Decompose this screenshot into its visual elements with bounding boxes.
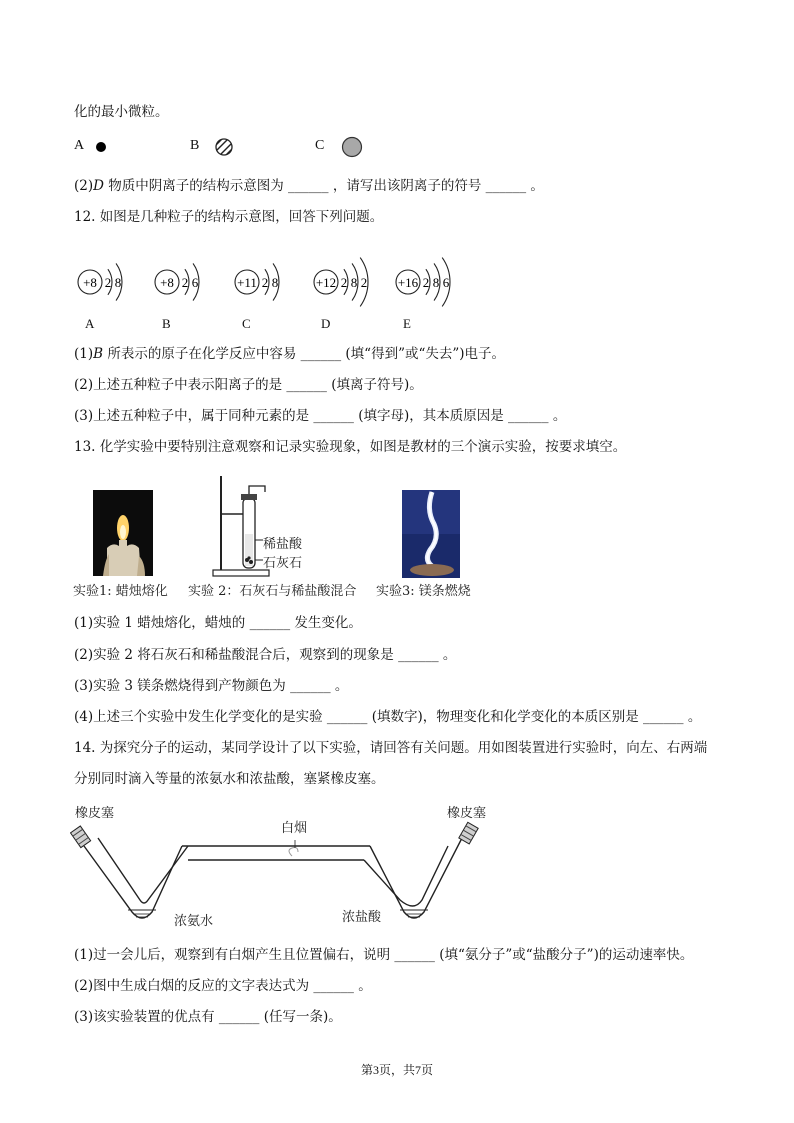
hatched-circle-icon <box>214 137 234 157</box>
nucleus-charge: +8 <box>83 275 97 290</box>
label-dilute-acid: 稀盐酸 <box>263 537 303 552</box>
page-footer: 第3页，共7页 <box>360 1063 433 1077</box>
q14-part3: (3)该实验装置的优点有 ______ (任写一条)。 <box>74 1009 342 1025</box>
label-stopper-right: 橡皮塞 <box>447 806 487 821</box>
atom-label-a: A <box>85 316 95 331</box>
q12-part3: (3)上述五种粒子中，属于同种元素的是 ______ (填字母)，其本质原因是 ______ 。 <box>74 408 567 424</box>
label-conc-ammonia: 浓氨水 <box>174 914 214 929</box>
atom-label-d: D <box>321 316 331 331</box>
magnesium-burning-image <box>402 490 460 578</box>
caption-experiment-1: 实验1: 蜡烛熔化 <box>73 584 168 599</box>
nucleus-charge: +12 <box>315 275 337 290</box>
shell-electron-count: 6 <box>442 275 450 290</box>
shell-electron-count: 2 <box>422 275 430 290</box>
shell-electron-count: 2 <box>181 275 189 290</box>
atom-diagram-d <box>314 258 368 307</box>
atom-structure-diagrams <box>70 232 490 332</box>
q14-stem-line2: 分别同时滴入等量的浓氨水和浓盐酸，塞紧橡皮塞。 <box>74 771 385 787</box>
q14-stem-line1: 14. 为探究分子的运动，某同学设计了以下实验，请回答有关问题。用如图装置进行实验时，向左、右两端 <box>74 740 708 756</box>
caption-experiment-3: 实验3: 镁条燃烧 <box>376 584 471 599</box>
q13-part2: (2)实验 2 将石灰石和稀盐酸混合后，观察到的现象是 ______ 。 <box>74 647 457 663</box>
label-white-smoke: 白烟 <box>281 821 308 836</box>
atom-diagram-e <box>396 258 450 307</box>
q11-tail-text: 化的最小微粒。 <box>74 104 169 120</box>
atom-diagram-a <box>78 263 122 300</box>
label-stopper-left: 橡皮塞 <box>75 806 115 821</box>
q13-part3: (3)实验 3 镁条燃烧得到产物颜色为 ______ 。 <box>74 678 349 694</box>
q12-part2: (2)上述五种粒子中表示阳离子的是 ______ (填离子符号)。 <box>74 377 423 393</box>
candle-melting-image <box>93 490 153 576</box>
caption-experiment-2: 实验 2：石灰石与稀盐酸混合 <box>188 584 357 599</box>
nucleus-charge: +11 <box>237 275 257 290</box>
option-b-label: B <box>190 138 200 153</box>
atom-label-c: C <box>242 316 251 331</box>
shell-electron-count: 2 <box>340 275 348 290</box>
shell-electron-count: 2 <box>104 275 112 290</box>
q11-part2: (2)D 物质中阴离子的结构示意图为 ______ ，请写出该阴离子的符号 ______ 。 <box>74 178 544 194</box>
atom-label-e: E <box>403 316 411 331</box>
q12-part1: (1)B 所表示的原子在化学反应中容易 ______ (填“得到”或“失去”)电子。 <box>74 346 506 362</box>
shell-electron-count: 6 <box>191 275 199 290</box>
gray-circle-icon <box>340 135 364 159</box>
q13-part1: (1)实验 1 蜡烛熔化，蜡烛的 ______ 发生变化。 <box>74 615 362 631</box>
q14-part1: (1)过一会儿后，观察到有白烟产生且位置偏右，说明 ______ (填“氨分子”或“盐酸分子”)的运动速率快。 <box>74 947 694 963</box>
shell-electron-count: 8 <box>271 275 279 290</box>
shell-electron-count: 2 <box>360 275 368 290</box>
shell-electron-count: 2 <box>261 275 269 290</box>
label-limestone: 石灰石 <box>263 556 303 571</box>
q13-part4: (4)上述三个实验中发生化学变化的是实验 ______ (填数字)，物理变化和化学变化的本质区别是 ______ 。 <box>74 709 702 725</box>
atom-label-b: B <box>162 316 171 331</box>
nucleus-charge: +8 <box>160 275 174 290</box>
shell-electron-count: 8 <box>114 275 122 290</box>
q12-stem: 12. 如图是几种粒子的结构示意图，回答下列问题。 <box>74 209 384 225</box>
q13-stem: 13. 化学实验中要特别注意观察和记录实验现象，如图是教材的三个演示实验，按要求填空。 <box>74 439 627 455</box>
shell-electron-count: 8 <box>432 275 440 290</box>
nucleus-charge: +16 <box>397 275 419 290</box>
atom-diagram-c <box>235 263 279 300</box>
q14-part2: (2)图中生成白烟的反应的文字表达式为 ______ 。 <box>74 978 372 994</box>
atom-diagram-b <box>155 263 199 300</box>
shell-electron-count: 8 <box>350 275 358 290</box>
option-a-label: A <box>74 138 85 153</box>
black-dot-icon <box>94 140 108 154</box>
v-tube-apparatus <box>70 820 500 930</box>
label-conc-hcl: 浓盐酸 <box>342 910 382 925</box>
option-c-label: C <box>315 138 325 153</box>
